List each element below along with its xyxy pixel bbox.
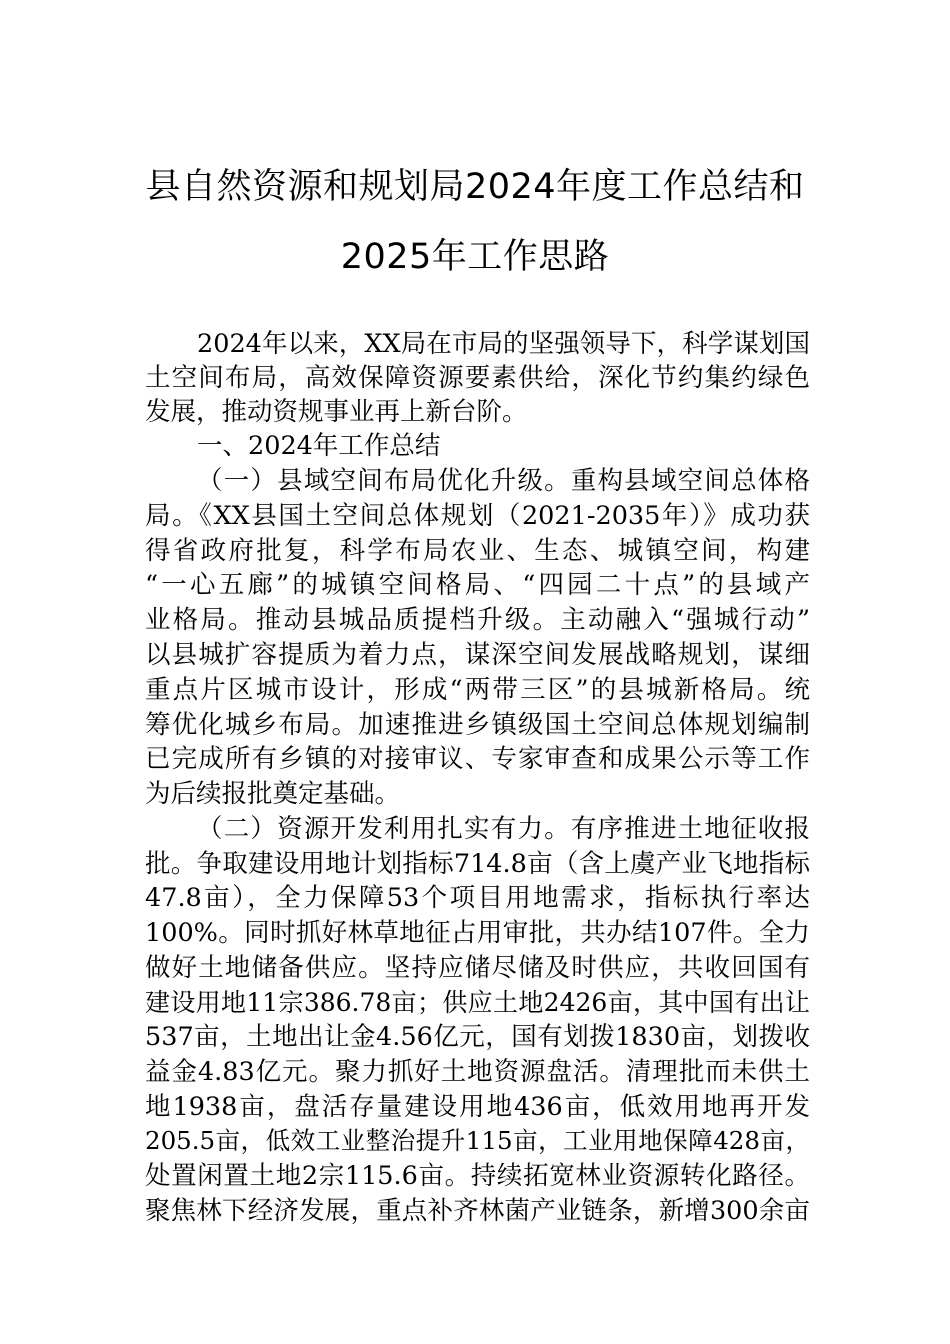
paragraph-line: 发展，推动资规事业再上新台阶。 bbox=[145, 397, 528, 427]
paragraph-line: 2024年以来，XX局在市局的坚强领导下，科学谋划国 bbox=[197, 329, 810, 359]
paragraph-line: 建设用地11宗386.78亩；供应土地2426亩，其中国有出让 bbox=[145, 988, 810, 1017]
paragraph-line: 业格局。推动县城品质提档升级。主动融入“强城行动” bbox=[145, 605, 810, 635]
paragraph-line: “一心五廊”的城镇空间格局、“四园二十点”的县域产 bbox=[145, 570, 810, 600]
paragraph-line: 做好土地储备供应。坚持应储尽储及时供应，共收回国有 bbox=[145, 953, 810, 983]
paragraph-line: 100%。同时抓好林草地征占用审批，共办结107件。全力 bbox=[145, 918, 810, 948]
paragraph-line: 得省政府批复，科学布局农业、生态、城镇空间，构建 bbox=[145, 536, 810, 566]
document-title-line-1: 县自然资源和规划局2024年度工作总结和 bbox=[145, 167, 805, 207]
paragraph-line: 重点片区城市设计，形成“两带三区”的县城新格局。统 bbox=[145, 675, 810, 705]
paragraph-line: （一）县域空间布局优化升级。重构县域空间总体格 bbox=[197, 466, 810, 496]
paragraph-line: 47.8亩），全力保障53个项目用地需求，指标执行率达 bbox=[145, 883, 810, 913]
paragraph-line: 为后续报批奠定基础。 bbox=[145, 779, 401, 809]
paragraph-line: 益金4.83亿元。聚力抓好土地资源盘活。清理批而未供土 bbox=[145, 1057, 810, 1087]
paragraph-line: 处置闲置土地2宗115.6亩。持续拓宽林业资源转化路径。 bbox=[145, 1161, 810, 1191]
paragraph-line: 地1938亩，盘活存量建设用地436亩，低效用地再开发 bbox=[145, 1092, 810, 1122]
paragraph-line: 土空间布局，高效保障资源要素供给，深化节约集约绿色 bbox=[145, 363, 810, 393]
paragraph-line: 聚焦林下经济发展，重点补齐林菌产业链条，新增300余亩 bbox=[145, 1196, 810, 1226]
paragraph-line: 537亩，土地出让金4.56亿元，国有划拨1830亩，划拨收 bbox=[145, 1022, 810, 1052]
paragraph-line: 205.5亩，低效工业整治提升115亩，工业用地保障428亩， bbox=[145, 1126, 810, 1155]
document-title-line-2: 2025年工作思路 bbox=[340, 237, 610, 277]
paragraph-line: 以县城扩容提质为着力点，谋深空间发展战略规划，谋细 bbox=[145, 640, 810, 670]
paragraph-line: 局。《XX县国土空间总体规划（2021-2035年）》成功获 bbox=[145, 501, 810, 531]
section-heading: 一、2024年工作总结 bbox=[197, 431, 441, 461]
paragraph-line: 已完成所有乡镇的对接审议、专家审查和成果公示等工作 bbox=[145, 744, 810, 774]
paragraph-line: 批。争取建设用地计划指标714.8亩（含上虞产业飞地指标 bbox=[145, 849, 810, 879]
paragraph-line: 筹优化城乡布局。加速推进乡镇级国土空间总体规划编制 bbox=[145, 710, 810, 740]
paragraph-line: （二）资源开发利用扎实有力。有序推进土地征收报 bbox=[197, 814, 810, 844]
